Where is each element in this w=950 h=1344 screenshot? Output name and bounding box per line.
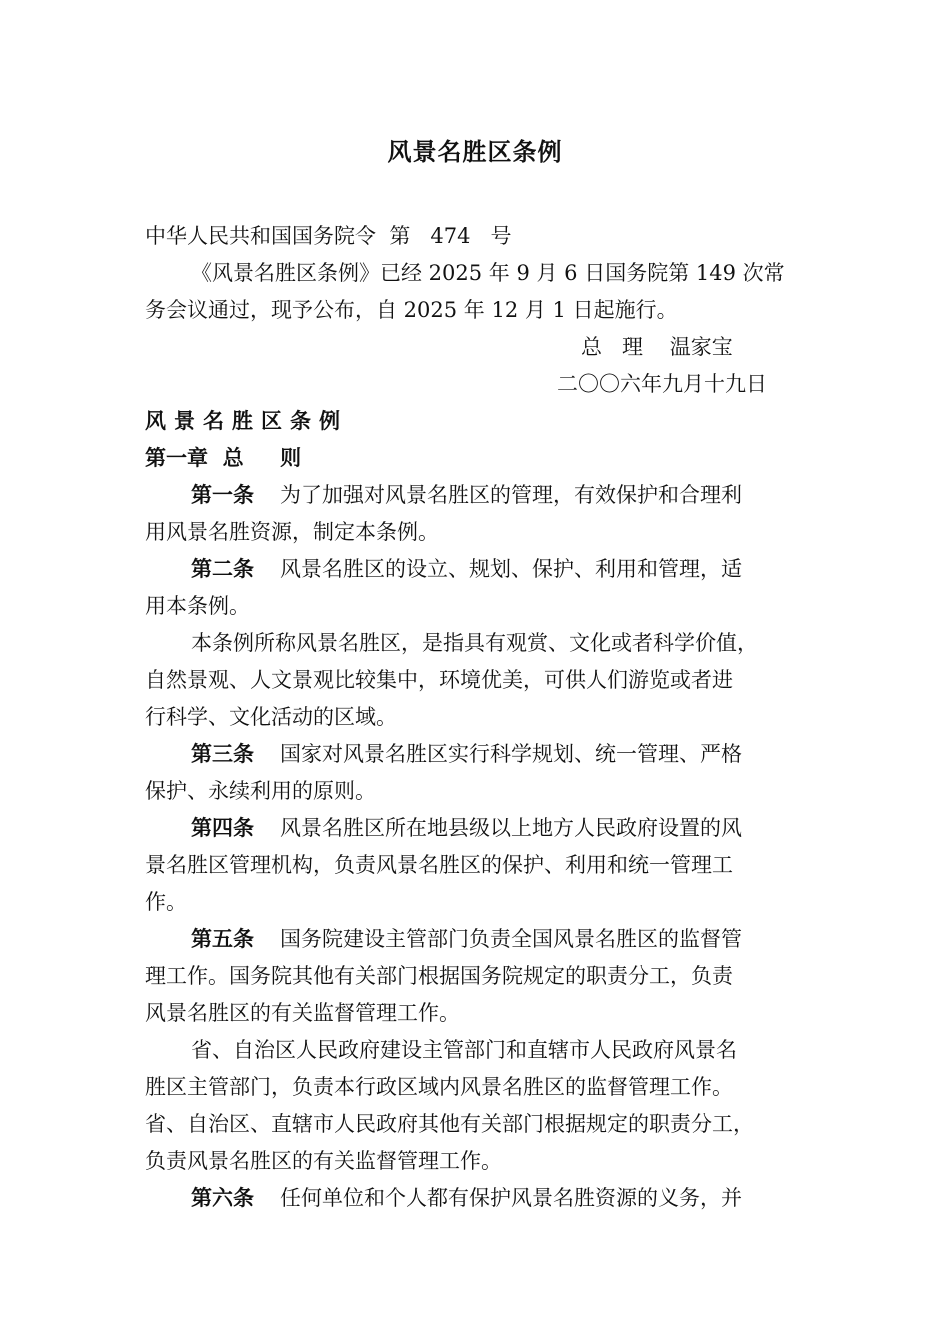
article-line: 本条例所称风景名胜区，是指具有观赏、文化或者科学价值， [191,631,758,655]
article-line: 自然景观、人文景观比较集中，环境优美，可供人们游览或者进 [145,668,733,692]
regulation-heading: 风景名胜区条例 [145,409,348,433]
article-paragraph [145,1180,807,1217]
article-line: 作。 [145,890,187,914]
chapter-heading: 第一章 总 则 [145,446,302,470]
document-body [145,218,807,1217]
announcement-paragraph [145,255,807,329]
article-text: 任何单位和个人都有保护风景名胜资源的义务，并 [280,1186,742,1210]
announcement-line: 《风景名胜区条例》已经 2025 年 9 月 6 日国务院第 149 次常 [191,261,785,285]
article-text: 国务院建设主管部门负责全国风景名胜区的监督管 [280,927,742,951]
article-paragraph [145,551,807,625]
announcement-line: 务会议通过，现予公布，自 2025 年 12 月 1 日起施行。 [145,298,678,322]
article-line: 用风景名胜资源，制定本条例。 [145,520,439,544]
article-label: 第六条 [191,1186,254,1210]
document-title: 风景名胜区条例 [387,138,563,166]
article-line: 行科学、文化活动的区域。 [145,705,397,729]
article-text: 风景名胜区所在地县级以上地方人民政府设置的风 [280,816,742,840]
article-text: 为了加强对风景名胜区的管理，有效保护和合理利 [280,483,742,507]
article-line: 保护、永续利用的原则。 [145,779,376,803]
article-text: 国家对风景名胜区实行科学规划、统一管理、严格 [280,742,742,766]
article-paragraph [145,1032,807,1180]
article-text: 风景名胜区的设立、规划、保护、利用和管理，适 [280,557,742,581]
article-paragraph [145,736,807,810]
article-label: 第四条 [191,816,254,840]
article-label: 第一条 [191,483,254,507]
article-line: 风景名胜区的有关监督管理工作。 [145,1001,460,1025]
article-line [145,1180,807,1217]
article-line: 负责风景名胜区的有关监督管理工作。 [145,1149,502,1173]
article-line: 理工作。国务院其他有关部门根据国务院规定的职责分工，负责 [145,964,733,988]
signing-date: 二〇〇六年九月十九日 [557,372,767,396]
article-line [145,551,807,588]
article-line: 省、自治区、直辖市人民政府其他有关部门根据规定的职责分工， [145,1112,754,1136]
article-line: 省、自治区人民政府建设主管部门和直辖市人民政府风景名 [191,1038,737,1062]
article-line: 用本条例。 [145,594,250,618]
article-label: 第五条 [191,927,254,951]
decree-number-line: 中华人民共和国国务院令 第 474 号 [145,224,512,248]
article-line [145,921,807,958]
article-paragraph [145,921,807,1032]
article-line [145,736,807,773]
article-paragraph [145,625,807,736]
signatory: 总 理 温家宝 [581,335,733,359]
article-line [145,810,807,847]
article-line [145,477,807,514]
article-line: 胜区主管部门，负责本行政区域内风景名胜区的监督管理工作。 [145,1075,733,1099]
article-paragraph [145,810,807,921]
article-line: 景名胜区管理机构，负责风景名胜区的保护、利用和统一管理工 [145,853,733,877]
article-label: 第三条 [191,742,254,766]
article-label: 第二条 [191,557,254,581]
article-paragraph [145,477,807,551]
